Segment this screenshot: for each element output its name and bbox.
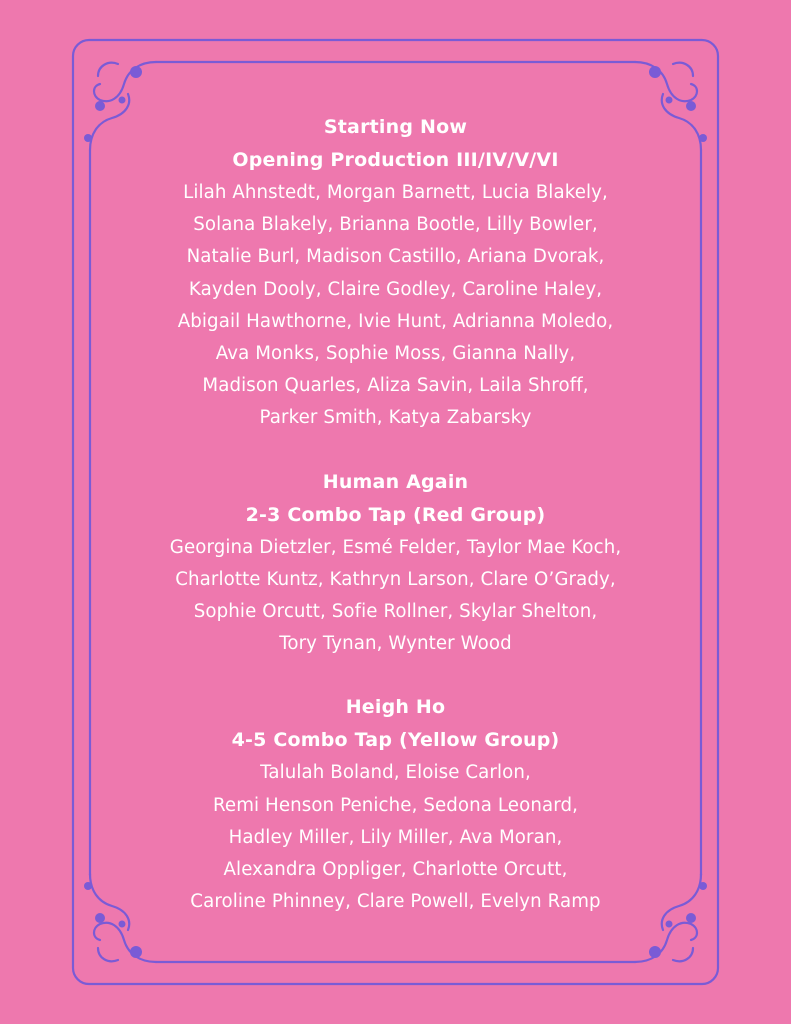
name-line: Parker Smith, Katya Zabarsky: [259, 407, 532, 429]
name-line: Kayden Dooly, Claire Godley, Caroline Haley,: [188, 278, 603, 300]
name-line: Solana Blakely, Brianna Bootle, Lilly Bowler,: [193, 214, 598, 236]
section-title: Heigh Ho: [345, 696, 446, 719]
name-line: Remi Henson Peniche, Sedona Leonard,: [213, 794, 578, 816]
section-starting-now: [95, 111, 696, 435]
name-line: Abigail Hawthorne, Ivie Hunt, Adrianna Moledo,: [177, 310, 614, 332]
cast-list: [95, 111, 696, 918]
name-line: Madison Quarles, Aliza Savin, Laila Shroff,: [202, 375, 589, 397]
name-line: Georgina Dietzler, Esmé Felder, Taylor Mae Koch,: [169, 536, 622, 558]
name-line: Caroline Phinney, Clare Powell, Evelyn Ramp: [190, 891, 601, 913]
name-line: Ava Monks, Sophie Moss, Gianna Nally,: [215, 343, 576, 365]
name-line: Alexandra Oppliger, Charlotte Orcutt,: [223, 859, 568, 881]
name-list: [95, 757, 696, 918]
name-line: Tory Tynan, Wynter Wood: [279, 633, 512, 655]
section-title: Human Again: [322, 470, 469, 493]
name-line: Lilah Ahnstedt, Morgan Barnett, Lucia Blakely,: [183, 182, 608, 203]
section-subtitle: 4-5 Combo Tap (Yellow Group): [231, 729, 560, 752]
name-line: Hadley Miller, Lily Miller, Ava Moran,: [228, 826, 563, 848]
section-human-again: [95, 466, 696, 661]
name-list: [95, 532, 696, 661]
name-line: Natalie Burl, Madison Castillo, Ariana Dvorak,: [186, 246, 605, 268]
section-subtitle: Opening Production III/IV/V/VI: [232, 149, 559, 171]
section-heigh-ho: [95, 691, 696, 918]
name-line: Talulah Boland, Eloise Carlon,: [260, 762, 531, 784]
section-title: Starting Now: [323, 116, 468, 138]
section-subtitle: 2-3 Combo Tap (Red Group): [245, 503, 546, 526]
name-list: [95, 177, 696, 435]
name-line: Charlotte Kuntz, Kathryn Larson, Clare O’Grady,: [175, 568, 616, 590]
name-line: Sophie Orcutt, Sofie Rollner, Skylar Shelton,: [193, 601, 598, 623]
